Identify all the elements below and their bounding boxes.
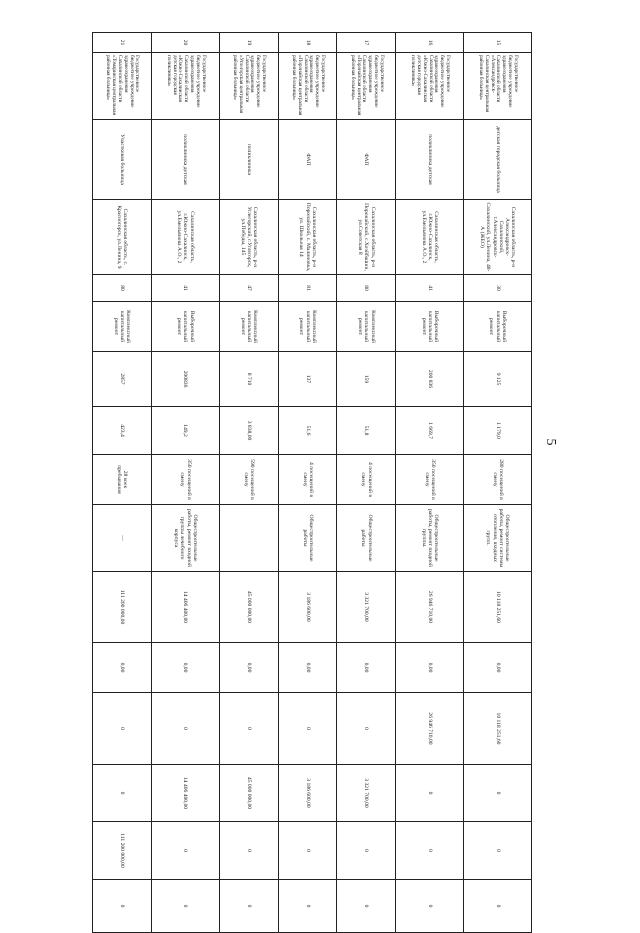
work-description: Общестроительные работы bbox=[278, 505, 337, 572]
building-area: 1 669,7 bbox=[396, 407, 464, 455]
funding-col-3: 45 000 000,00 bbox=[219, 765, 278, 822]
funding-col-5: 0 bbox=[219, 880, 278, 933]
work-type: Выборочный капитальный ремонт bbox=[396, 302, 464, 352]
building-age: 41 bbox=[151, 275, 219, 302]
institution-name: Государственное бюджетное учреждение здравоохранения Сахалинской области «Южно-Сахалинская детская городская поликлиника» bbox=[151, 53, 219, 120]
table-row bbox=[93, 33, 152, 933]
institution-name: Государственное бюджетное учреждение здравоохранения Сахалинской области «Южно-Сахалинская детская городская поликлиника» bbox=[396, 53, 464, 120]
total-amount: 3 186 600,00 bbox=[278, 572, 337, 643]
work-description: Общестроительные работы, ремонт системы отопления, входных групп. bbox=[464, 505, 532, 572]
institution-name: Государственное бюджетное учреждение здравоохранения Сахалинской области «Поронайская центральная районная больница» bbox=[278, 53, 337, 120]
object-address: Сахалинская область, г.Южно-Сахалинск, ул.Емельянова А.О., 2 bbox=[151, 200, 219, 275]
funding-col-4: 0 bbox=[337, 822, 396, 880]
funding-col-1: 0,00 bbox=[464, 643, 532, 693]
row-number: 16 bbox=[396, 33, 464, 53]
object-type: ФАП bbox=[278, 120, 337, 200]
object-address: Сахалинская область, р-н Поронайский, с.Хоэйбашин, ул.Советская 8 bbox=[337, 200, 396, 275]
funding-col-5: 0 bbox=[151, 880, 219, 933]
total-amount: 111 200 000,00 bbox=[93, 572, 152, 643]
building-area: 51,6 bbox=[278, 407, 337, 455]
funding-col-5: 0 bbox=[337, 880, 396, 933]
funding-col-1: 0,00 bbox=[219, 643, 278, 693]
institution-name: Государственное бюджетное учреждение здравоохранения Сахалинской области «Александровск-Сахалинская центральная районная больница» bbox=[464, 53, 532, 120]
object-address: Сахалинская область, г.Южно-Сахалинск, ул.Емельянова А.О., 2 bbox=[396, 200, 464, 275]
object-address: Сахалинская область, с. Красногорск, ул.Ленина, 9 bbox=[93, 200, 152, 275]
work-description bbox=[219, 505, 278, 572]
building-volume: 2857 bbox=[93, 352, 152, 407]
total-amount: 26 946 710,00 bbox=[396, 572, 464, 643]
funding-col-3: 3 321 700,00 bbox=[337, 765, 396, 822]
funding-col-4: 0 bbox=[219, 822, 278, 880]
work-type: Комплексный капитальный ремонт bbox=[219, 302, 278, 352]
funding-col-2: 10 118 251,60 bbox=[464, 693, 532, 765]
total-amount: 3 321 700,00 bbox=[337, 572, 396, 643]
table-row bbox=[151, 33, 219, 933]
object-type: ФАП bbox=[337, 120, 396, 200]
funding-col-4: 111 200 000,00 bbox=[93, 822, 152, 880]
institution-name: Государственное бюджетное учреждение здравоохранения Сахалинской области «Поронайская центральная районная больница» bbox=[337, 53, 396, 120]
building-volume: 159 bbox=[337, 352, 396, 407]
total-amount: 14 406 400,00 bbox=[151, 572, 219, 643]
building-area: 423,4 bbox=[93, 407, 152, 455]
building-area: 149,2 bbox=[151, 407, 219, 455]
object-address: Сахалинская область, р-н Александровск-Сахалинский, г.Александровск-Сахалинский, ул.Ленина, 48-А (ЖЕО) bbox=[464, 200, 532, 275]
funding-col-3: 3 186 600,00 bbox=[278, 765, 337, 822]
funding-col-3: 14 406 400,00 bbox=[151, 765, 219, 822]
building-volume: 200 836 bbox=[396, 352, 464, 407]
row-number: 19 bbox=[219, 33, 278, 53]
funding-col-1: 0,00 bbox=[151, 643, 219, 693]
object-type: Участковая больница bbox=[93, 120, 152, 200]
institution-name: Государственное бюджетное учреждение здравоохранения Сахалинской области «Углегорская центральная районная больница» bbox=[219, 53, 278, 120]
work-type: Комплексный капитальный ремонт bbox=[337, 302, 396, 352]
capacity: 350 посещений в смену bbox=[396, 455, 464, 505]
building-age: 30 bbox=[464, 275, 532, 302]
funding-col-1: 0,00 bbox=[396, 643, 464, 693]
row-number: 15 bbox=[464, 33, 532, 53]
building-age: 81 bbox=[278, 275, 337, 302]
row-number: 21 bbox=[93, 33, 152, 53]
page-number: 5 bbox=[543, 438, 558, 446]
object-address: Сахалинская область, р-н Углегорский, г.Углегорск, ул.Победы, 145 bbox=[219, 200, 278, 275]
row-number: 17 bbox=[337, 33, 396, 53]
funding-col-2: 0 bbox=[337, 693, 396, 765]
funding-col-4: 0 bbox=[396, 822, 464, 880]
object-type: поликлиника bbox=[219, 120, 278, 200]
funding-col-5: 0 bbox=[396, 880, 464, 933]
funding-col-4: 0 bbox=[151, 822, 219, 880]
funding-col-5: 0 bbox=[93, 880, 152, 933]
funding-col-2: 26 946 710,00 bbox=[396, 693, 464, 765]
row-number: 20 bbox=[151, 33, 219, 53]
building-volume: 200836 bbox=[151, 352, 219, 407]
funding-col-4: 0 bbox=[278, 822, 337, 880]
capacity: 4 посещений в смену bbox=[278, 455, 337, 505]
building-volume: 137 bbox=[278, 352, 337, 407]
funding-col-5: 0 bbox=[464, 880, 532, 933]
total-amount: 45 000 000,00 bbox=[219, 572, 278, 643]
row-number: 18 bbox=[278, 33, 337, 53]
funding-col-1: 0,00 bbox=[337, 643, 396, 693]
building-volume: 8 710 bbox=[219, 352, 278, 407]
building-area: 3 838,00 bbox=[219, 407, 278, 455]
funding-col-2: 0 bbox=[219, 693, 278, 765]
building-volume: 9 125 bbox=[464, 352, 532, 407]
building-area: 51,8 bbox=[337, 407, 396, 455]
funding-col-4: 0 bbox=[464, 822, 532, 880]
funding-col-2: 0 bbox=[151, 693, 219, 765]
funding-col-2: 0 bbox=[278, 693, 337, 765]
funding-col-1: 0,00 bbox=[278, 643, 337, 693]
funding-col-2: 0 bbox=[93, 693, 152, 765]
table-row bbox=[396, 33, 464, 933]
object-type: поликлиника детская bbox=[151, 120, 219, 200]
work-description: Общестроительные работы, ремонт входной группы. bbox=[396, 505, 464, 572]
capacity: 280 посещений в смену bbox=[464, 455, 532, 505]
work-type: Выборочный капитальный ремонт bbox=[464, 302, 532, 352]
building-age: 80 bbox=[93, 275, 152, 302]
work-type: Выборочный капитальный ремонт bbox=[151, 302, 219, 352]
object-type: поликлиника детская bbox=[396, 120, 464, 200]
table-row bbox=[337, 33, 396, 933]
building-age: 47 bbox=[219, 275, 278, 302]
rotated-table-container bbox=[92, 32, 532, 908]
building-area: 1 179,0 bbox=[464, 407, 532, 455]
funding-col-1: 0,00 bbox=[93, 643, 152, 693]
work-description: Общестроительные работы, ремонт входной группы лечебного корпуса bbox=[151, 505, 219, 572]
funding-col-3: 0 bbox=[464, 765, 532, 822]
table-row bbox=[464, 33, 532, 933]
work-description: Общестроительные работы bbox=[337, 505, 396, 572]
repair-program-table bbox=[92, 32, 532, 933]
building-age: 41 bbox=[396, 275, 464, 302]
total-amount: 10 118 251,60 bbox=[464, 572, 532, 643]
work-type: Комплексный капитальный ремонт bbox=[278, 302, 337, 352]
capacity: 28 коек пребывания bbox=[93, 455, 152, 505]
object-type: детская городская больница bbox=[464, 120, 532, 200]
funding-col-5: 0 bbox=[278, 880, 337, 933]
funding-col-3: 0 bbox=[93, 765, 152, 822]
funding-col-3: 0 bbox=[396, 765, 464, 822]
table-row bbox=[278, 33, 337, 933]
institution-name: Государственное бюджетное учреждение здравоохранения Сахалинской области «Томаринская центральная районная больница» bbox=[93, 53, 152, 120]
capacity: 350 посещений в смену bbox=[151, 455, 219, 505]
work-description: — bbox=[93, 505, 152, 572]
table-row bbox=[219, 33, 278, 933]
building-age: 80 bbox=[337, 275, 396, 302]
capacity: 590 посещений в смену bbox=[219, 455, 278, 505]
work-type: Комплексный капитальный ремонт bbox=[93, 302, 152, 352]
object-address: Сахалинская область, р-н Поронайский, с. Малиновка, ул. Школьная 14 bbox=[278, 200, 337, 275]
capacity: 4 посещений в смену bbox=[337, 455, 396, 505]
